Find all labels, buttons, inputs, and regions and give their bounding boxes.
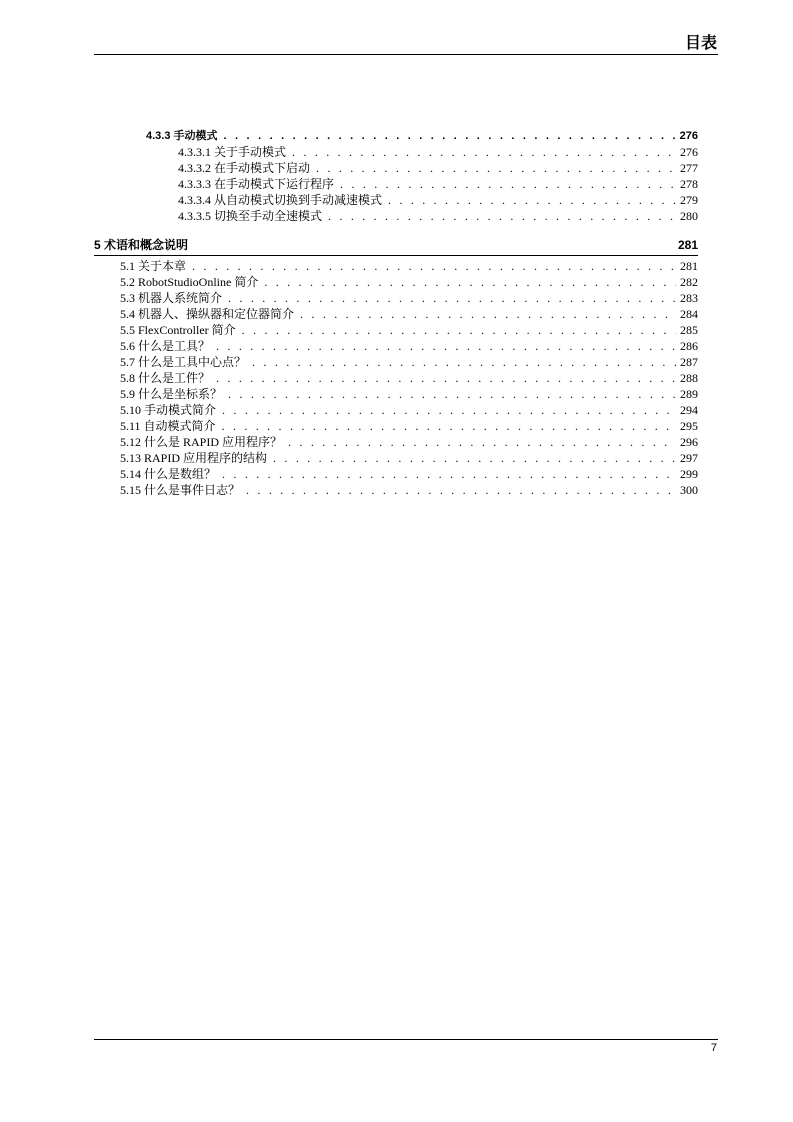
dot-leader xyxy=(242,322,676,338)
toc-entry-5-6[interactable] xyxy=(120,338,698,354)
dot-leader xyxy=(288,434,676,450)
dot-leader xyxy=(328,208,676,224)
toc-entry-page: 280 xyxy=(680,209,698,223)
toc-entry-5-1[interactable] xyxy=(120,258,698,274)
toc-entry-title: 5.6 什么是工具？ xyxy=(120,339,211,353)
dot-leader xyxy=(264,274,676,290)
toc-entry-title: 5.1 关于本章 xyxy=(120,259,187,273)
toc-entry-page: 277 xyxy=(680,161,698,175)
dot-leader xyxy=(222,418,676,434)
dot-leader xyxy=(316,160,676,176)
dot-leader xyxy=(388,192,676,208)
toc-entry-5-15[interactable] xyxy=(120,482,698,498)
toc-entry-page: 288 xyxy=(680,371,698,385)
toc-entry-title: 4.3.3.5 切换至手动全速模式 xyxy=(178,209,323,223)
header-title: 目表 xyxy=(684,35,717,52)
toc-entry-title: 5.9 什么是坐标系？ xyxy=(120,387,223,401)
chapter-page: 281 xyxy=(677,238,698,252)
toc-entry-title: 4.3.3.1 关于手动模式 xyxy=(178,145,287,159)
toc-entry-5-5[interactable] xyxy=(120,322,698,338)
toc-entry-title: 4.3.3.4 从自动模式切换到手动减速模式 xyxy=(178,193,383,207)
header-rule xyxy=(94,54,718,55)
dot-leader xyxy=(252,354,676,370)
toc-entry-page: 296 xyxy=(680,435,698,449)
toc-entry-page: 284 xyxy=(680,307,698,321)
dot-leader xyxy=(246,482,676,498)
chapter-title: 5 术语和概念说明 xyxy=(94,238,189,252)
dot-leader xyxy=(228,290,676,306)
toc-entry-page: 276 xyxy=(679,130,698,142)
toc-entry-title: 5.12 什么是 RAPID 应用程序？ xyxy=(120,435,283,449)
toc-entry-title: 4.3.3.3 在手动模式下运行程序 xyxy=(178,177,335,191)
toc-entry-page: 297 xyxy=(680,451,698,465)
toc-entry-4-3-3-2[interactable] xyxy=(178,160,698,176)
toc-entry-5-14[interactable] xyxy=(120,466,698,482)
toc-entry-title: 5.2 RobotStudioOnline 简介 xyxy=(120,275,259,289)
toc-entry-5-10[interactable] xyxy=(120,402,698,418)
toc-entry-title: 5.8 什么是工件？ xyxy=(120,371,211,385)
toc-entry-page: 285 xyxy=(680,323,698,337)
toc-entry-page: 289 xyxy=(680,387,698,401)
toc-entry-title: 5.13 RAPID 应用程序的结构 xyxy=(120,451,268,465)
toc-entry-5-2[interactable] xyxy=(120,274,698,290)
toc-entry-page: 286 xyxy=(680,339,698,353)
dot-leader xyxy=(228,386,676,402)
dot-leader xyxy=(216,338,676,354)
toc-entry-title: 4.3.3.2 在手动模式下启动 xyxy=(178,161,311,175)
toc-chapter-5[interactable] xyxy=(94,236,698,254)
toc-entry-5-8[interactable] xyxy=(120,370,698,386)
toc-entry-title: 5.15 什么是事件日志？ xyxy=(120,483,241,497)
dot-leader xyxy=(216,370,676,386)
toc-entry-4-3-3-3[interactable] xyxy=(178,176,698,192)
toc-entry-5-12[interactable] xyxy=(120,434,698,450)
dot-leader xyxy=(340,176,676,192)
toc-entry-title: 5.5 FlexController 简介 xyxy=(120,323,236,337)
toc-entry-page: 276 xyxy=(680,145,698,159)
toc-entry-title: 5.7 什么是工具中心点？ xyxy=(120,355,247,369)
toc-entry-5-9[interactable] xyxy=(120,386,698,402)
toc-entry-page: 300 xyxy=(680,483,698,497)
toc-entry-4-3-3-4[interactable] xyxy=(178,192,698,208)
toc-entry-page: 294 xyxy=(680,403,698,417)
toc-entry-title: 4.3.3 手动模式 xyxy=(146,130,218,142)
toc-entry-5-4[interactable] xyxy=(120,306,698,322)
toc-entry-title: 5.4 机器人、操纵器和定位器简介 xyxy=(120,307,295,321)
toc-entry-title: 5.11 自动模式简介 xyxy=(120,419,216,433)
dot-leader xyxy=(224,128,676,144)
toc-entry-page: 282 xyxy=(680,275,698,289)
dot-leader xyxy=(222,466,676,482)
page-number: 7 xyxy=(710,1042,717,1054)
footer-rule xyxy=(94,1039,718,1040)
dot-leader xyxy=(192,258,676,274)
toc-entry-page: 299 xyxy=(680,467,698,481)
toc-entry-5-11[interactable] xyxy=(120,418,698,434)
toc-entry-title: 5.14 什么是数组？ xyxy=(120,467,217,481)
toc-entry-4-3-3-5[interactable] xyxy=(178,208,698,224)
toc-entry-title: 5.10 手动模式简介 xyxy=(120,403,217,417)
dot-leader xyxy=(273,450,676,466)
toc-entry-page: 278 xyxy=(680,177,698,191)
chapter-rule xyxy=(94,255,698,256)
toc-entry-5-13[interactable] xyxy=(120,450,698,466)
toc-entry-page: 287 xyxy=(680,355,698,369)
toc-entry-5-3[interactable] xyxy=(120,290,698,306)
toc-entry-page: 279 xyxy=(680,193,698,207)
toc-entry-5-7[interactable] xyxy=(120,354,698,370)
toc-entry-4-3-3-1[interactable] xyxy=(178,144,698,160)
toc-entry-page: 295 xyxy=(680,419,698,433)
dot-leader xyxy=(222,402,676,418)
toc-entry-4-3-3[interactable] xyxy=(146,128,698,144)
toc-entry-page: 283 xyxy=(680,291,698,305)
dot-leader xyxy=(292,144,676,160)
dot-leader xyxy=(300,306,676,322)
toc-entry-title: 5.3 机器人系统简介 xyxy=(120,291,223,305)
toc-entry-page: 281 xyxy=(680,259,698,273)
